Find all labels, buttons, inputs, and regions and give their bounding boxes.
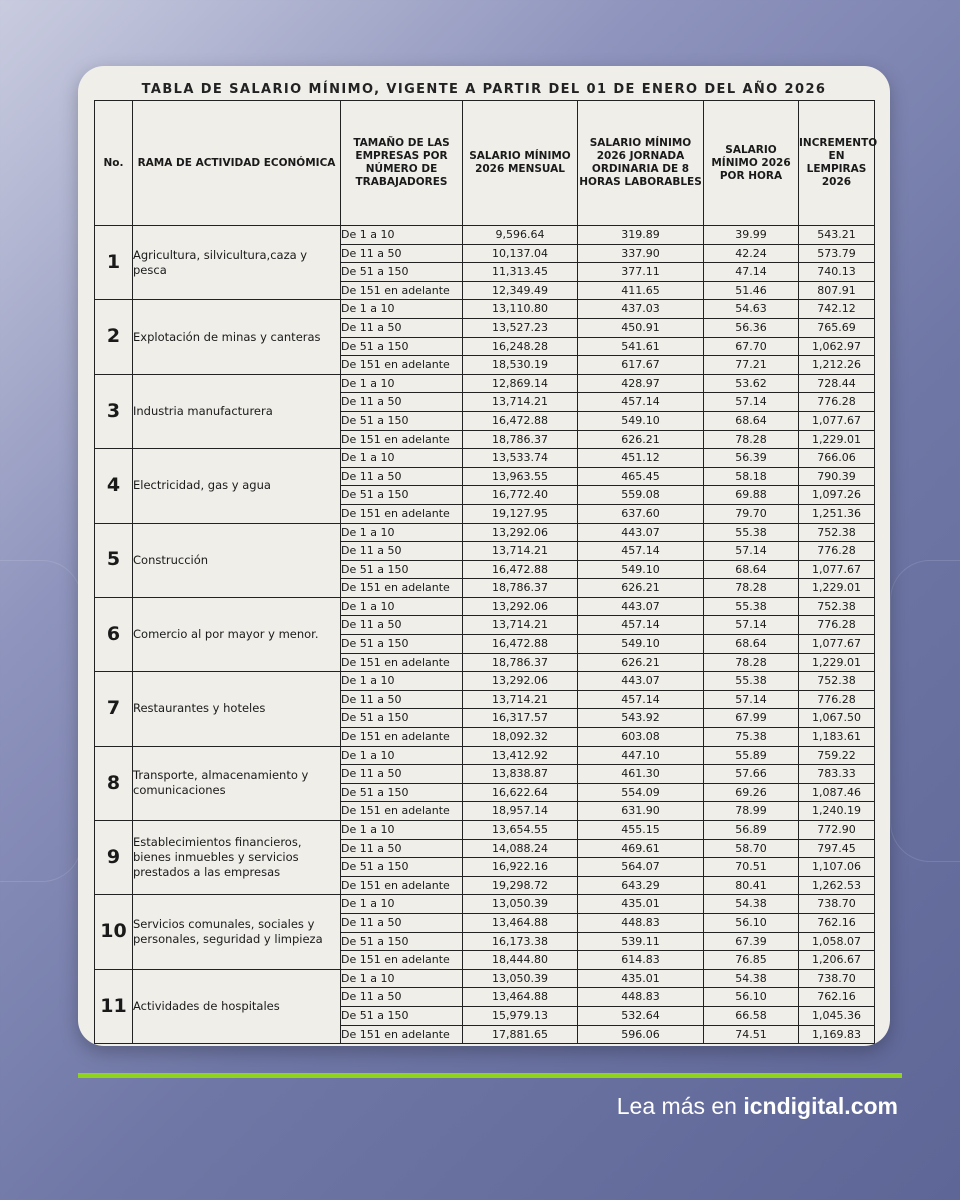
monthly-wage: 10,137.04 — [463, 244, 578, 263]
increase: 1,206.67 — [799, 951, 875, 970]
daily-wage: 457.14 — [578, 690, 704, 709]
monthly-wage: 19,298.72 — [463, 876, 578, 895]
document-photo — [78, 66, 890, 1046]
monthly-wage: 18,530.19 — [463, 356, 578, 375]
table-body — [95, 226, 875, 1044]
monthly-wage: 16,622.64 — [463, 783, 578, 802]
company-size: De 51 a 150 — [341, 560, 463, 579]
monthly-wage: 18,957.14 — [463, 802, 578, 821]
hourly-wage: 56.39 — [704, 449, 799, 468]
increase: 1,229.01 — [799, 430, 875, 449]
company-size: De 11 a 50 — [341, 765, 463, 784]
hourly-wage: 78.99 — [704, 802, 799, 821]
hourly-wage: 54.63 — [704, 300, 799, 319]
daily-wage: 448.83 — [578, 913, 704, 932]
daily-wage: 411.65 — [578, 281, 704, 300]
minimum-wage-table — [94, 100, 878, 1044]
daily-wage: 596.06 — [578, 1025, 704, 1044]
company-size: De 1 a 10 — [341, 821, 463, 840]
daily-wage: 337.90 — [578, 244, 704, 263]
background-decoration — [0, 560, 82, 882]
daily-wage: 457.14 — [578, 542, 704, 561]
hourly-wage: 55.38 — [704, 597, 799, 616]
company-size: De 11 a 50 — [341, 318, 463, 337]
hourly-wage: 70.51 — [704, 858, 799, 877]
hourly-wage: 55.38 — [704, 672, 799, 691]
company-size: De 11 a 50 — [341, 913, 463, 932]
company-size: De 1 a 10 — [341, 523, 463, 542]
company-size: De 51 a 150 — [341, 783, 463, 802]
increase: 728.44 — [799, 374, 875, 393]
activity-name: Establecimientos financieros, bienes inmuebles y servicios prestados a las empresas — [133, 821, 341, 895]
document-title: TABLA DE SALARIO MÍNIMO, VIGENTE A PARTIR DEL 01 DE ENERO DEL AÑO 2026 — [141, 82, 827, 97]
increase: 790.39 — [799, 467, 875, 486]
monthly-wage: 13,412.92 — [463, 746, 578, 765]
daily-wage: 461.30 — [578, 765, 704, 784]
daily-wage: 319.89 — [578, 226, 704, 245]
company-size: De 51 a 150 — [341, 932, 463, 951]
hourly-wage: 68.64 — [704, 411, 799, 430]
activity-name: Construcción — [133, 523, 341, 597]
increase: 776.28 — [799, 616, 875, 635]
increase: 762.16 — [799, 913, 875, 932]
company-size: De 1 a 10 — [341, 895, 463, 914]
company-size: De 151 en adelante — [341, 504, 463, 523]
hourly-wage: 75.38 — [704, 728, 799, 747]
increase: 543.21 — [799, 226, 875, 245]
daily-wage: 450.91 — [578, 318, 704, 337]
monthly-wage: 13,714.21 — [463, 542, 578, 561]
monthly-wage: 18,786.37 — [463, 430, 578, 449]
daily-wage: 532.64 — [578, 1006, 704, 1025]
monthly-wage: 13,464.88 — [463, 988, 578, 1007]
activity-name: Comercio al por mayor y menor. — [133, 597, 341, 671]
hourly-wage: 54.38 — [704, 969, 799, 988]
company-size: De 11 a 50 — [341, 616, 463, 635]
increase: 573.79 — [799, 244, 875, 263]
hourly-wage: 80.41 — [704, 876, 799, 895]
increase: 1,077.67 — [799, 411, 875, 430]
hourly-wage: 66.58 — [704, 1006, 799, 1025]
company-size: De 11 a 50 — [341, 244, 463, 263]
increase: 1,107.06 — [799, 858, 875, 877]
company-size: De 151 en adelante — [341, 876, 463, 895]
company-size: De 151 en adelante — [341, 802, 463, 821]
daily-wage: 549.10 — [578, 411, 704, 430]
increase: 765.69 — [799, 318, 875, 337]
hourly-wage: 67.99 — [704, 709, 799, 728]
increase: 1,077.67 — [799, 635, 875, 654]
hourly-wage: 79.70 — [704, 504, 799, 523]
activity-number: 5 — [95, 523, 133, 597]
monthly-wage: 14,088.24 — [463, 839, 578, 858]
monthly-wage: 16,472.88 — [463, 560, 578, 579]
increase: 1,183.61 — [799, 728, 875, 747]
monthly-wage: 12,869.14 — [463, 374, 578, 393]
hourly-wage: 57.14 — [704, 542, 799, 561]
activity-number: 6 — [95, 597, 133, 671]
hourly-wage: 58.18 — [704, 467, 799, 486]
company-size: De 51 a 150 — [341, 709, 463, 728]
increase: 766.06 — [799, 449, 875, 468]
daily-wage: 543.92 — [578, 709, 704, 728]
monthly-wage: 16,173.38 — [463, 932, 578, 951]
increase: 1,169.83 — [799, 1025, 875, 1044]
header-size: TAMAÑO DE LAS EMPRESAS POR NÚMERO DE TRABAJADORES — [341, 101, 463, 226]
daily-wage: 469.61 — [578, 839, 704, 858]
daily-wage: 465.45 — [578, 467, 704, 486]
monthly-wage: 16,772.40 — [463, 486, 578, 505]
activity-number: 9 — [95, 821, 133, 895]
increase: 1,097.26 — [799, 486, 875, 505]
increase: 1,058.07 — [799, 932, 875, 951]
hourly-wage: 55.89 — [704, 746, 799, 765]
increase: 752.38 — [799, 672, 875, 691]
monthly-wage: 9,596.64 — [463, 226, 578, 245]
header-incremento: INCREMENTO EN LEMPIRAS 2026 — [799, 101, 875, 226]
table-row — [95, 523, 875, 542]
daily-wage: 626.21 — [578, 579, 704, 598]
daily-wage: 443.07 — [578, 672, 704, 691]
company-size: De 151 en adelante — [341, 430, 463, 449]
company-size: De 1 a 10 — [341, 300, 463, 319]
monthly-wage: 11,313.45 — [463, 263, 578, 282]
monthly-wage: 15,979.13 — [463, 1006, 578, 1025]
hourly-wage: 57.66 — [704, 765, 799, 784]
hourly-wage: 57.14 — [704, 616, 799, 635]
hourly-wage: 69.26 — [704, 783, 799, 802]
company-size: De 151 en adelante — [341, 579, 463, 598]
daily-wage: 377.11 — [578, 263, 704, 282]
hourly-wage: 56.10 — [704, 988, 799, 1007]
activity-name: Industria manufacturera — [133, 374, 341, 448]
daily-wage: 443.07 — [578, 523, 704, 542]
company-size: De 151 en adelante — [341, 951, 463, 970]
increase: 1,229.01 — [799, 653, 875, 672]
table-row — [95, 226, 875, 245]
table-row — [95, 821, 875, 840]
increase: 1,262.53 — [799, 876, 875, 895]
table-row — [95, 449, 875, 468]
daily-wage: 457.14 — [578, 616, 704, 635]
increase: 1,067.50 — [799, 709, 875, 728]
daily-wage: 541.61 — [578, 337, 704, 356]
hourly-wage: 51.46 — [704, 281, 799, 300]
table-row — [95, 300, 875, 319]
table-row — [95, 746, 875, 765]
hourly-wage: 39.99 — [704, 226, 799, 245]
company-size: De 11 a 50 — [341, 988, 463, 1007]
activity-name: Explotación de minas y canteras — [133, 300, 341, 374]
monthly-wage: 13,714.21 — [463, 616, 578, 635]
hourly-wage: 78.28 — [704, 579, 799, 598]
background-decoration — [890, 560, 960, 862]
company-size: De 51 a 150 — [341, 337, 463, 356]
company-size: De 151 en adelante — [341, 1025, 463, 1044]
table-row — [95, 374, 875, 393]
hourly-wage: 67.39 — [704, 932, 799, 951]
daily-wage: 448.83 — [578, 988, 704, 1007]
activity-number: 1 — [95, 226, 133, 300]
daily-wage: 435.01 — [578, 895, 704, 914]
monthly-wage: 16,472.88 — [463, 635, 578, 654]
table-row — [95, 969, 875, 988]
footer-prefix: Lea más en — [616, 1093, 744, 1119]
increase: 1,087.46 — [799, 783, 875, 802]
activity-number: 11 — [95, 969, 133, 1043]
increase: 740.13 — [799, 263, 875, 282]
activity-name: Servicios comunales, sociales y personales, seguridad y limpieza — [133, 895, 341, 969]
monthly-wage: 17,881.65 — [463, 1025, 578, 1044]
activity-name: Actividades de hospitales — [133, 969, 341, 1043]
daily-wage: 603.08 — [578, 728, 704, 747]
company-size: De 11 a 50 — [341, 542, 463, 561]
hourly-wage: 68.64 — [704, 635, 799, 654]
activity-name: Agricultura, silvicultura,caza y pesca — [133, 226, 341, 300]
increase: 1,240.19 — [799, 802, 875, 821]
increase: 752.38 — [799, 597, 875, 616]
table-row — [95, 895, 875, 914]
activity-number: 10 — [95, 895, 133, 969]
hourly-wage: 56.36 — [704, 318, 799, 337]
activity-number: 4 — [95, 449, 133, 523]
monthly-wage: 18,444.80 — [463, 951, 578, 970]
increase: 752.38 — [799, 523, 875, 542]
monthly-wage: 13,527.23 — [463, 318, 578, 337]
hourly-wage: 42.24 — [704, 244, 799, 263]
monthly-wage: 13,292.06 — [463, 597, 578, 616]
company-size: De 151 en adelante — [341, 281, 463, 300]
daily-wage: 455.15 — [578, 821, 704, 840]
hourly-wage: 47.14 — [704, 263, 799, 282]
footer-accent-line — [78, 1073, 902, 1078]
company-size: De 1 a 10 — [341, 226, 463, 245]
monthly-wage: 13,050.39 — [463, 969, 578, 988]
hourly-wage: 53.62 — [704, 374, 799, 393]
company-size: De 151 en adelante — [341, 653, 463, 672]
increase: 776.28 — [799, 690, 875, 709]
company-size: De 11 a 50 — [341, 690, 463, 709]
company-size: De 11 a 50 — [341, 393, 463, 412]
monthly-wage: 13,714.21 — [463, 393, 578, 412]
activity-number: 8 — [95, 746, 133, 820]
company-size: De 51 a 150 — [341, 635, 463, 654]
daily-wage: 549.10 — [578, 560, 704, 579]
daily-wage: 614.83 — [578, 951, 704, 970]
increase: 1,212.26 — [799, 356, 875, 375]
hourly-wage: 56.89 — [704, 821, 799, 840]
company-size: De 1 a 10 — [341, 374, 463, 393]
hourly-wage: 57.14 — [704, 690, 799, 709]
monthly-wage: 18,786.37 — [463, 579, 578, 598]
hourly-wage: 67.70 — [704, 337, 799, 356]
company-size: De 51 a 150 — [341, 486, 463, 505]
header-hora: SALARIO MÍNIMO 2026 POR HORA — [704, 101, 799, 226]
company-size: De 151 en adelante — [341, 728, 463, 747]
company-size: De 11 a 50 — [341, 839, 463, 858]
header-jornada: SALARIO MÍNIMO 2026 JORNADA ORDINARIA DE 8 HORAS LABORABLES — [578, 101, 704, 226]
increase: 783.33 — [799, 765, 875, 784]
company-size: De 51 a 150 — [341, 411, 463, 430]
monthly-wage: 13,963.55 — [463, 467, 578, 486]
increase: 738.70 — [799, 969, 875, 988]
hourly-wage: 57.14 — [704, 393, 799, 412]
monthly-wage: 13,838.87 — [463, 765, 578, 784]
activity-name: Electricidad, gas y agua — [133, 449, 341, 523]
increase: 772.90 — [799, 821, 875, 840]
daily-wage: 435.01 — [578, 969, 704, 988]
increase: 797.45 — [799, 839, 875, 858]
monthly-wage: 13,533.74 — [463, 449, 578, 468]
company-size: De 1 a 10 — [341, 746, 463, 765]
monthly-wage: 13,292.06 — [463, 523, 578, 542]
daily-wage: 428.97 — [578, 374, 704, 393]
increase: 1,062.97 — [799, 337, 875, 356]
increase: 1,045.36 — [799, 1006, 875, 1025]
footer-link[interactable] — [617, 1093, 898, 1120]
monthly-wage: 13,714.21 — [463, 690, 578, 709]
hourly-wage: 69.88 — [704, 486, 799, 505]
monthly-wage: 13,654.55 — [463, 821, 578, 840]
hourly-wage: 78.28 — [704, 430, 799, 449]
daily-wage: 564.07 — [578, 858, 704, 877]
monthly-wage: 18,092.32 — [463, 728, 578, 747]
daily-wage: 617.67 — [578, 356, 704, 375]
hourly-wage: 78.28 — [704, 653, 799, 672]
monthly-wage: 16,317.57 — [463, 709, 578, 728]
header-mensual: SALARIO MÍNIMO 2026 MENSUAL — [463, 101, 578, 226]
company-size: De 51 a 150 — [341, 858, 463, 877]
activity-number: 2 — [95, 300, 133, 374]
header-no: No. — [95, 101, 133, 226]
monthly-wage: 13,292.06 — [463, 672, 578, 691]
increase: 776.28 — [799, 393, 875, 412]
increase: 807.91 — [799, 281, 875, 300]
daily-wage: 626.21 — [578, 430, 704, 449]
hourly-wage: 56.10 — [704, 913, 799, 932]
header-row — [95, 101, 875, 226]
daily-wage: 559.08 — [578, 486, 704, 505]
increase: 759.22 — [799, 746, 875, 765]
company-size: De 1 a 10 — [341, 969, 463, 988]
increase: 1,229.01 — [799, 579, 875, 598]
monthly-wage: 16,922.16 — [463, 858, 578, 877]
daily-wage: 631.90 — [578, 802, 704, 821]
company-size: De 1 a 10 — [341, 449, 463, 468]
hourly-wage: 58.70 — [704, 839, 799, 858]
daily-wage: 443.07 — [578, 597, 704, 616]
increase: 1,251.36 — [799, 504, 875, 523]
hourly-wage: 68.64 — [704, 560, 799, 579]
company-size: De 51 a 150 — [341, 1006, 463, 1025]
monthly-wage: 13,110.80 — [463, 300, 578, 319]
table-row — [95, 672, 875, 691]
hourly-wage: 76.85 — [704, 951, 799, 970]
company-size: De 11 a 50 — [341, 467, 463, 486]
footer-site: icndigital.com — [743, 1093, 898, 1119]
activity-number: 7 — [95, 672, 133, 746]
company-size: De 1 a 10 — [341, 597, 463, 616]
monthly-wage: 12,349.49 — [463, 281, 578, 300]
activity-name: Transporte, almacenamiento y comunicaciones — [133, 746, 341, 820]
increase: 1,077.67 — [799, 560, 875, 579]
monthly-wage: 16,248.28 — [463, 337, 578, 356]
hourly-wage: 74.51 — [704, 1025, 799, 1044]
daily-wage: 554.09 — [578, 783, 704, 802]
monthly-wage: 19,127.95 — [463, 504, 578, 523]
activity-name: Restaurantes y hoteles — [133, 672, 341, 746]
hourly-wage: 55.38 — [704, 523, 799, 542]
increase: 762.16 — [799, 988, 875, 1007]
monthly-wage: 16,472.88 — [463, 411, 578, 430]
monthly-wage: 13,050.39 — [463, 895, 578, 914]
daily-wage: 549.10 — [578, 635, 704, 654]
increase: 776.28 — [799, 542, 875, 561]
hourly-wage: 54.38 — [704, 895, 799, 914]
company-size: De 151 en adelante — [341, 356, 463, 375]
daily-wage: 437.03 — [578, 300, 704, 319]
increase: 738.70 — [799, 895, 875, 914]
table-row — [95, 597, 875, 616]
monthly-wage: 13,464.88 — [463, 913, 578, 932]
company-size: De 1 a 10 — [341, 672, 463, 691]
daily-wage: 451.12 — [578, 449, 704, 468]
header-rama: RAMA DE ACTIVIDAD ECONÓMICA — [133, 101, 341, 226]
company-size: De 51 a 150 — [341, 263, 463, 282]
daily-wage: 539.11 — [578, 932, 704, 951]
increase: 742.12 — [799, 300, 875, 319]
daily-wage: 447.10 — [578, 746, 704, 765]
activity-number: 3 — [95, 374, 133, 448]
monthly-wage: 18,786.37 — [463, 653, 578, 672]
daily-wage: 643.29 — [578, 876, 704, 895]
hourly-wage: 77.21 — [704, 356, 799, 375]
daily-wage: 457.14 — [578, 393, 704, 412]
daily-wage: 626.21 — [578, 653, 704, 672]
daily-wage: 637.60 — [578, 504, 704, 523]
